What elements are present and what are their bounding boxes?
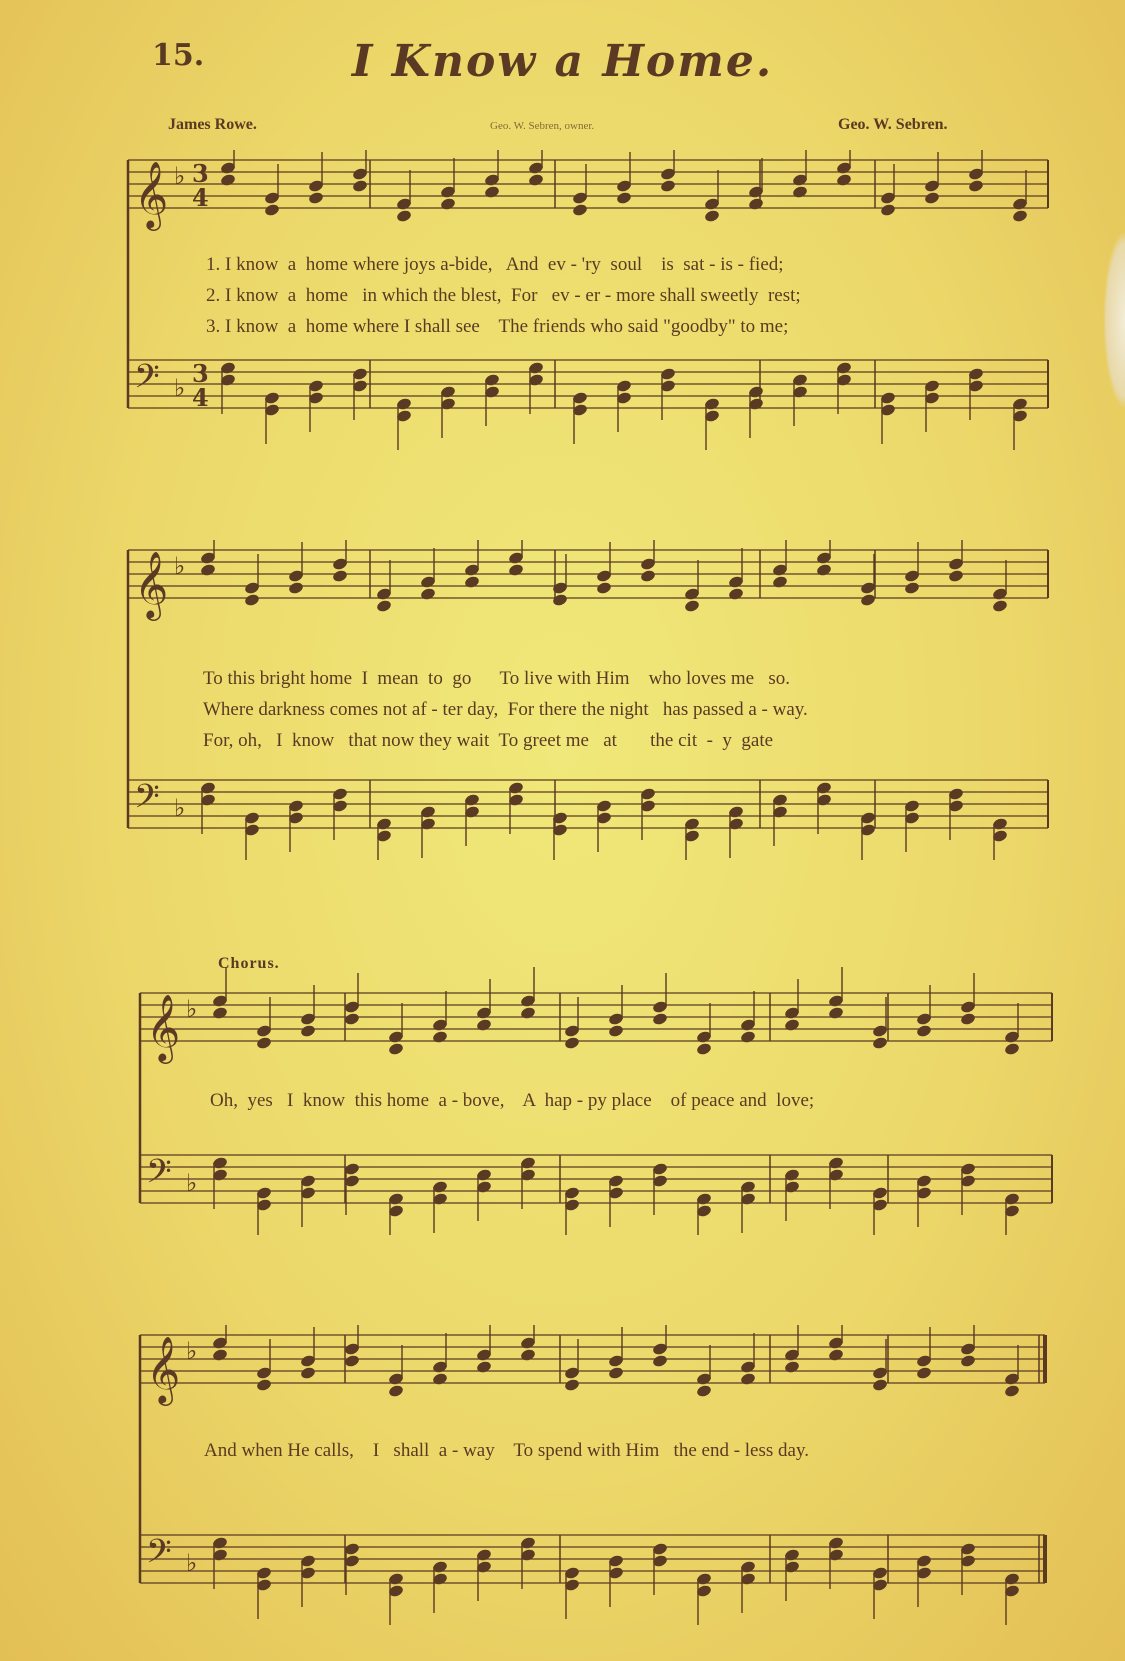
notehead [904,581,921,595]
treble-clef-icon: 𝄞 [134,550,169,618]
notehead [696,1384,713,1398]
notehead [992,599,1009,613]
notehead [476,1018,493,1032]
music-system-1 [0,150,1125,450]
notehead [256,1378,273,1392]
notehead [860,593,877,607]
key-flat-icon: ♭ [186,1549,198,1577]
notehead [476,1360,493,1374]
music-system-2 [0,540,1125,860]
hymn-title: I Know a Home. [351,36,774,87]
notehead [792,185,809,199]
composer-credit: Geo. W. Sebren. [838,116,948,133]
notehead [432,1030,449,1044]
treble-staff [140,1325,1045,1406]
notehead [464,575,481,589]
notehead [748,197,765,211]
notehead [652,1354,669,1368]
notehead [660,179,677,193]
notehead [564,1036,581,1050]
music-system-chorus [0,955,1125,1235]
notehead [484,185,501,199]
time-signature-bottom: 4 [192,383,209,412]
verse-3-line: 3. I know a home where I shall see The friends who said "goodby" to me; [206,316,789,337]
notehead [300,1366,317,1380]
key-flat-icon: ♭ [174,162,186,190]
notehead [332,569,349,583]
bass-staff [140,1153,1052,1235]
chorus-label: Chorus. [218,955,280,972]
notehead [1004,1042,1021,1056]
bass-staff [128,358,1048,450]
notehead [836,173,853,187]
notehead [740,1372,757,1386]
notehead [948,569,965,583]
treble-staff [128,540,1048,621]
key-flat-icon: ♭ [174,374,186,402]
notehead [376,599,393,613]
chorus-line: And when He calls, I shall a - way To spend with Him the end - less day. [204,1440,809,1461]
notehead [960,1354,977,1368]
notehead [704,209,721,223]
notehead [420,587,437,601]
verse-3-line: For, oh, I know that now they wait To greet me at the cit - y gate [203,730,774,751]
treble-clef-icon: 𝄞 [134,160,169,228]
notehead [520,1006,537,1020]
bass-staff [140,1533,1045,1625]
notehead [772,575,789,589]
notehead [256,1036,273,1050]
treble-staff [128,150,1048,231]
treble-clef-icon: 𝄞 [146,1335,181,1403]
notehead [352,179,369,193]
notehead [572,203,589,217]
notehead [784,1018,801,1032]
notehead [872,1378,889,1392]
notehead [288,581,305,595]
key-flat-icon: ♭ [186,995,198,1023]
bass-clef-icon: 𝄢 [146,1533,172,1579]
notehead [960,1012,977,1026]
key-flat-icon: ♭ [186,1337,198,1365]
notehead [640,569,657,583]
notehead [608,1366,625,1380]
notehead [220,173,237,187]
bass-clef-icon: 𝄢 [134,778,160,824]
verse-2-line: Where darkness comes not af - ter day, For there the night has passed a - way. [203,699,808,720]
notehead [388,1384,405,1398]
notehead [916,1024,933,1038]
notehead [344,1012,361,1026]
notehead [816,563,833,577]
time-signature-top: 3 [192,359,209,388]
notehead [880,203,897,217]
notehead [740,1030,757,1044]
notehead [564,1378,581,1392]
music-system-4 [0,1325,1125,1625]
notehead [300,1024,317,1038]
notehead [264,203,281,217]
treble-clef-icon: 𝄞 [146,993,181,1061]
time-signature-top: 3 [192,159,209,188]
treble-staff [140,967,1052,1064]
notehead [916,1366,933,1380]
notehead [396,209,413,223]
notehead [528,173,545,187]
notehead [308,191,325,205]
bass-clef-icon: 𝄢 [134,358,160,404]
notehead [520,1348,537,1362]
lyricist-credit: James Rowe. [168,116,257,133]
notehead [388,1042,405,1056]
notehead [200,563,217,577]
notehead [508,563,525,577]
notehead [684,599,701,613]
verse-1-line: To this bright home I mean to go To live with Him who loves me so. [203,668,790,689]
key-flat-icon: ♭ [186,1169,198,1197]
time-signature-bottom: 4 [192,183,209,212]
bass-staff [128,778,1048,860]
copyright-credit: Geo. W. Sebren, owner. [490,120,595,132]
hymn-number: 15. [152,38,205,73]
notehead [872,1036,889,1050]
notehead [212,1348,229,1362]
notehead [828,1006,845,1020]
verse-1-line: 1. I know a home where joys a-bide, And ev - 'ry soul is sat - is - fied; [206,254,784,275]
notehead [616,191,633,205]
notehead [344,1354,361,1368]
notehead [608,1024,625,1038]
notehead [596,581,613,595]
notehead [432,1372,449,1386]
bass-clef-icon: 𝄢 [146,1153,172,1199]
notehead [784,1360,801,1374]
key-flat-icon: ♭ [174,552,186,580]
notehead [1004,1384,1021,1398]
verse-2-line: 2. I know a home in which the blest, For ev - er - more shall sweetly rest; [206,285,801,306]
notehead [212,1006,229,1020]
notehead [696,1042,713,1056]
staff-notation [0,1325,1125,1625]
key-flat-icon: ♭ [174,794,186,822]
notehead [244,593,261,607]
notehead [924,191,941,205]
notehead [552,593,569,607]
chorus-line: Oh, yes I know this home a - bove, A hap - py place of peace and love; [210,1090,815,1111]
notehead [728,587,745,601]
notehead [828,1348,845,1362]
notehead [1012,209,1029,223]
notehead [652,1012,669,1026]
notehead [968,179,985,193]
notehead [440,197,457,211]
